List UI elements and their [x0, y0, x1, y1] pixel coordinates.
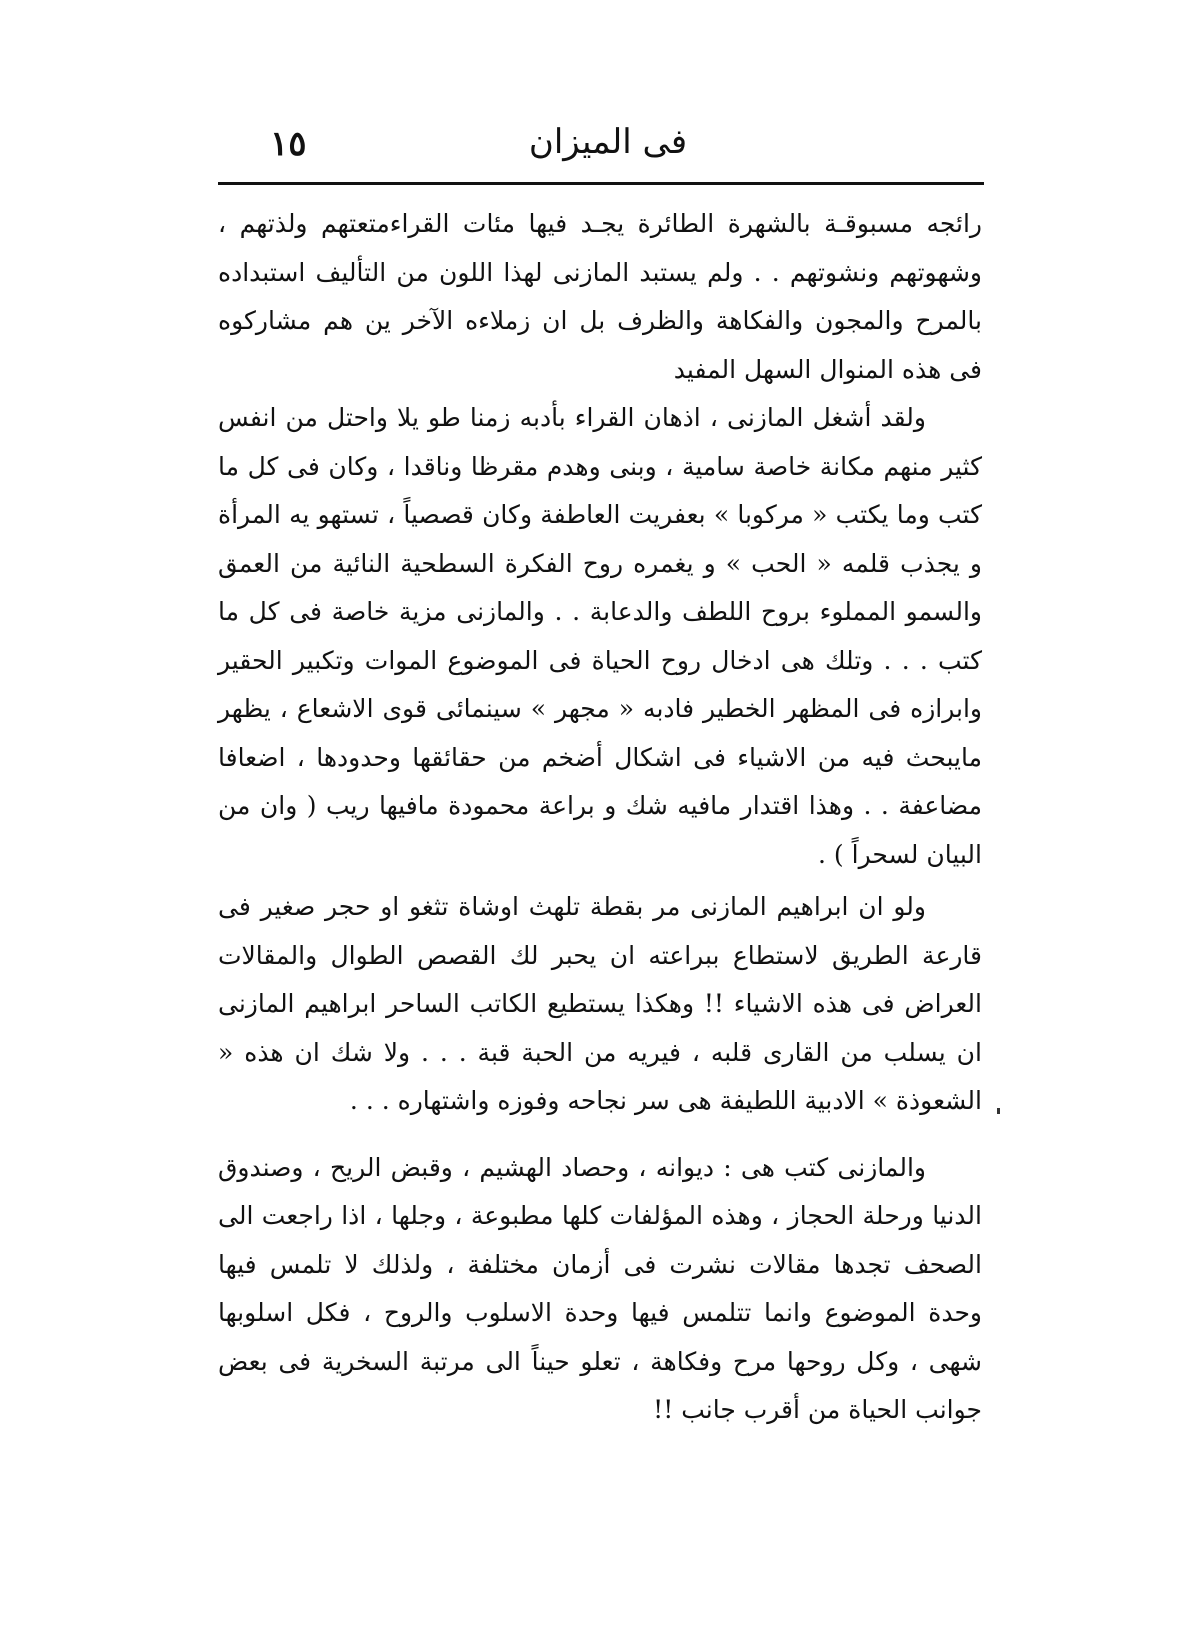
- paragraph-2: ولقد أشغل المازنى ، اذهان القراء بأدبه زمنا طو يلا واحتل من انفس كثير منهم مكانة خاصة سامية ، وبنى وهدم مقرظا وناقدا ، وكان فى كل ما كتب وما يكتب « مركوبا » بعفريت العاطفة وكان قصصياً ، تستهو يه المرأة و يجذب قلمه « الحب » و يغمره روح الفكرة السطحية النائية من العمق والسمو المملوء بروح اللطف والدعابة . . والمازنى مزية خاصة فى كل ما كتب . . . وتلك هى ادخال روح الحياة فى الموضوع الموات وتكبير الحقير وابرازه فى المظهر الخطير فادبه « مجهر » سينمائى قوى الاشعاع ، يظهر مايبحث فيه من الاشياء فى اشكال أضخم من حقائقها وحدودها ، اضعافا مضاعفة . . وهذا اقتدار مافيه شك و براعة محمودة مافيها ريب ( وان من البيان لسحراً ) .: [218, 403, 982, 869]
- running-title: فى الميزان: [528, 122, 688, 162]
- paragraph-1: رائجه مسبوقـة بالشهرة الطائرة يجـد فيها مئات القراءمتعتهم ولذتهم ، وشهوتهم ونشوتهم . . ولم يستبد المازنى لهذا اللون من التأليف استبداده بالمرح والمجون والفكاهة والظرف بل ان زملاءه الآخر ين هم مشاركوه فى هذه المنوال السهل المفيد: [218, 209, 982, 384]
- paragraph-3: ولو ان ابراهيم المازنى مر بقطة تلهث اوشاة تثغو او حجر صغير فى قارعة الطريق لاستطاع ببراعته ان يحبر لك القصص الطوال والمقالات العراض فى هذه الاشياء !! وهكذا يستطيع الكاتب الساحر ابراهيم المازنى ان يسلب من القارى قلبه ، فيريه من الحبة قبة . . . ولا شك ان هذه « الشعوذة » الادبية اللطيفة هى سر نجاحه وفوزه واشتهاره . . .: [218, 892, 982, 1115]
- body-text: [218, 200, 982, 1435]
- page-number: ١٥: [270, 124, 307, 164]
- paragraph-4: والمازنى كتب هى : ديوانه ، وحصاد الهشيم ، وقبض الريح ، وصندوق الدنيا ورحلة الحجاز ، وهذه المؤلفات كلها مطبوعة ، وجلها ، اذا راجعت الى الصحف تجدها مقالات نشرت فى أزمان مختلفة ، ولذلك لا تلمس فيها وحدة الموضوع وانما تتلمس فيها وحدة الاسلوب والروح ، فكل اسلوبها شهى ، وكل روحها مرح وفكاهة ، تعلو حيناً الى مرتبة السخرية فى بعض جوانب الحياة من أقرب جانب !!: [218, 1152, 982, 1424]
- header-rule: [218, 182, 984, 185]
- page-header: [218, 116, 980, 178]
- scan-speck: [997, 1108, 1000, 1114]
